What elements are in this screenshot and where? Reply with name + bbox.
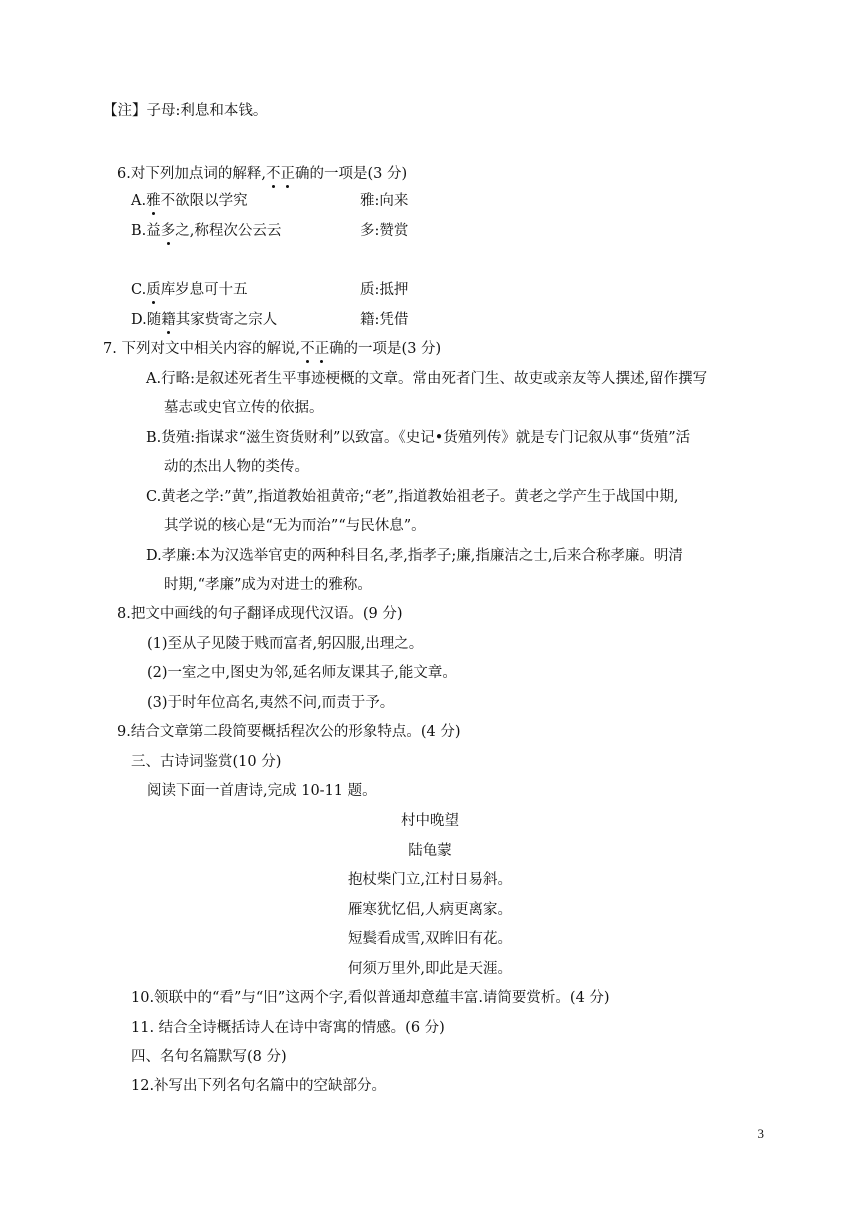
q7-option-d-line2: 时期,“孝廉”成为对进士的雅称。 bbox=[164, 577, 372, 593]
q8-sentence-1: (1)至从子见陵于贱而富者,躬囚服,出理之。 bbox=[147, 636, 424, 652]
q6-option-d: D.随籍其家赀寄之宗人 bbox=[131, 312, 278, 328]
poem-line-2: 雁寒犹忆侣,人病更离家。 bbox=[347, 902, 513, 918]
q10-stem: 10.领联中的“看”与“旧”这两个字,看似普通却意蕴丰富.请简要赏析。(4 分) bbox=[131, 990, 610, 1006]
poem-line-1: 抱杖柴门立,江村日易斜。 bbox=[347, 872, 513, 888]
q6-gloss-c: 质:抵押 bbox=[360, 282, 409, 298]
section-3-heading: 三、古诗词鉴赏(10 分) bbox=[131, 754, 282, 770]
q7-option-c-line2: 其学说的核心是“无为而治”“与民休息”。 bbox=[164, 518, 426, 534]
q7-option-c-line1: C.黄老之学:”黄”,指道教始祖黄帝;“老”,指道教始祖老子。黄老之学产生于战国中期, bbox=[146, 489, 679, 505]
q8-sentence-2: (2)一室之中,图史为邻,延名师友课其子,能文章。 bbox=[147, 665, 457, 681]
q8-stem: 8.把文中画线的句子翻译成现代汉语。(9 分) bbox=[117, 606, 403, 622]
q11-stem: 11. 结合全诗概括诗人在诗中寄寓的情感。(6 分) bbox=[131, 1020, 445, 1036]
q12-stem: 12.补写出下列名句名篇中的空缺部分。 bbox=[131, 1078, 387, 1094]
q7-option-d-line1: D.孝廉:本为汉选举官吏的两种科目名,孝,指孝子;廉,指廉洁之士,后来合称孝廉。明清 bbox=[146, 548, 683, 564]
poem-title: 村中晚望 bbox=[401, 813, 459, 829]
q7-option-a-line2: 墓志或史官立传的依据。 bbox=[164, 400, 324, 416]
q9-stem: 9.结合文章第二段简要概括程次公的形象特点。(4 分) bbox=[117, 724, 461, 740]
poem-author: 陆龟蒙 bbox=[408, 843, 452, 859]
q8-sentence-3: (3)于时年位高名,夷然不问,而责于予。 bbox=[147, 695, 395, 711]
page-number: 3 bbox=[757, 1126, 764, 1141]
section-3-intro: 阅读下面一首唐诗,完成 10-11 题。 bbox=[147, 783, 377, 799]
section-4-heading: 四、名句名篇默写(8 分) bbox=[131, 1049, 287, 1065]
poem-line-4: 何须万里外,即此是天涯。 bbox=[347, 961, 513, 977]
q7-option-b-line2: 动的杰出人物的类传。 bbox=[164, 459, 309, 475]
note: 【注】子母:利息和本钱。 bbox=[103, 103, 268, 119]
q6-stem: 6.对下列加点词的解释,不正确的一项是(3 分) bbox=[117, 166, 408, 182]
q7-stem: 7. 下列对文中相关内容的解说,不正确的一项是(3 分) bbox=[103, 341, 442, 357]
q7-option-b-line1: B.货殖:指谋求“滋生资货财利”以致富。《史记•货殖列传》就是专门记叙从事“货殖”活 bbox=[146, 430, 691, 446]
q6-gloss-b: 多:赞赏 bbox=[360, 223, 409, 239]
q6-gloss-d: 籍:凭借 bbox=[360, 312, 409, 328]
q6-option-c: C.质库岁息可十五 bbox=[131, 282, 248, 298]
q6-option-a: A.雅不欲限以学究 bbox=[131, 193, 248, 209]
q6-option-b: B.益多之,称程次公云云 bbox=[131, 223, 282, 239]
q7-option-a-line1: A.行略:是叙述死者生平事迹梗概的文章。常由死者门生、故吏或亲友等人撰述,留作撰写 bbox=[146, 371, 708, 387]
poem-line-3: 短鬓看成雪,双眸旧有花。 bbox=[347, 931, 513, 947]
q6-gloss-a: 雅:向来 bbox=[360, 193, 409, 209]
